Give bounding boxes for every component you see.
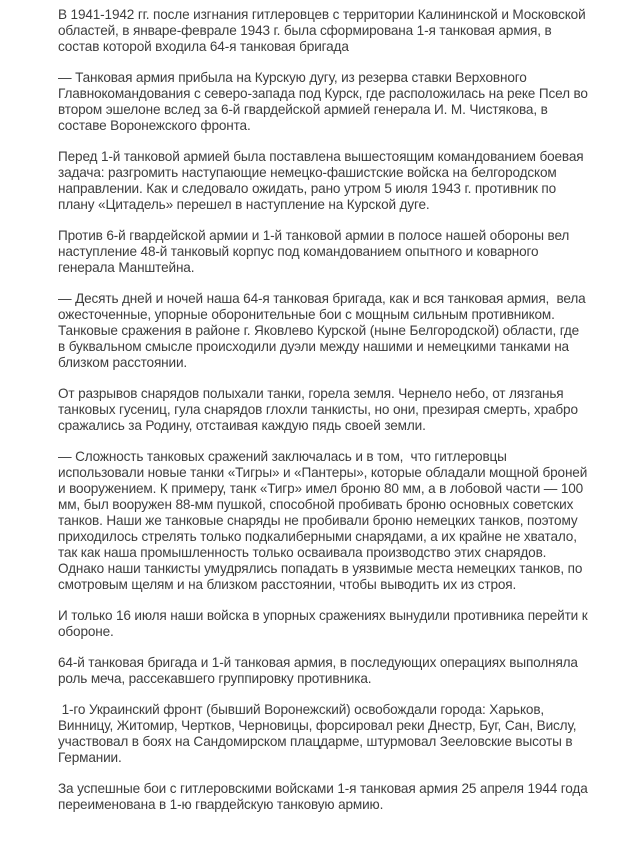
paragraph: И только 16 июля наши войска в упорных сражениях вынудили противника перейти к обороне. bbox=[58, 608, 592, 639]
paragraph: 1-го Украинский фронт (бывший Воронежский) освобождали города: Харьков, Винницу, Житомир, Чертков, Черновицы, форсировал реки Днестр, Буг, Сан, Вислу, участвовал в боях на Сандомирском плацдарме, штурмовал Зееловские высоты в Германии. bbox=[58, 702, 580, 765]
paragraph: — Сложность танковых сражений заключалась и в том, что гитлеровцы использовали новые танки «Тигры» и «Пантеры», которые обладали мощной броней и вооружением. К примеру, танк «Тигр» имел броню 80 мм, а в лобовой части — 100 мм, был вооружен 88-мм пушкой, способной пробивать броню основных советских танков. Наши же танковые снаряды не пробивали броню немецких танков, поэтому приходилось стрелять только подкалиберными снарядами, а их крайне не хватало, так как наша промышленность только осваивала производство этих снарядов. Однако наши танкисты умудрялись попадать в уязвимые места немецких танков, по смотровым щелям и на близком расстоянии, чтобы выводить их из строя. bbox=[58, 449, 591, 592]
paragraph: За успешные бои с гитлеровскими войсками 1-я танковая армия 25 апреля 1944 года переименована в 1-ю гвардейскую танковую армию. bbox=[58, 781, 592, 812]
paragraph: Против 6-й гвардейской армии и 1-й танковой армии в полосе нашей обороны вел наступление 48-й танковый корпус под командованием опытного и коварного генерала Манштейна. bbox=[58, 228, 573, 275]
paragraph: Перед 1-й танковой армией была поставлена вышестоящим командованием боевая задача: разгромить наступающие немецко-фашистские войска на белгородском направлении. Как и следовало ожидать, рано утром 5 июля 1943 г. противник по плану «Цитадель» перешел в наступление на Курской дуге. bbox=[58, 149, 588, 212]
paragraph: В 1941-1942 гг. после изгнания гитлеровцев с территории Калининской и Московской областей, в январе-феврале 1943 г. была сформирована 1-я танковая армия, в состав которой входила 64-я танковая бригада bbox=[58, 7, 590, 54]
paragraph: 64-й танковая бригада и 1-й танковая армия, в последующих операциях выполняла роль меча, рассекавшего группировку противника. bbox=[58, 655, 582, 686]
document-body-text bbox=[58, 7, 592, 813]
paragraph: — Десять дней и ночей наша 64-я танковая бригада, как и вся танковая армия, вела ожесточенные, упорные оборонительные бои с мощным сильным противником. Танковые сражения в районе г. Яковлево Курской (ныне Белгородской) области, где в буквальном смысле происходили дуэли между нашими и немецкими танками на близком расстоянии. bbox=[58, 291, 590, 370]
paragraph: От разрывов снарядов полыхали танки, горела земля. Чернело небо, от лязганья танковых гусениц, гула снарядов глохли танкисты, но они, презирая смерть, храбро сражались за Родину, отстаивая каждую пядь своей земли. bbox=[58, 386, 582, 433]
paragraph: — Танковая армия прибыла на Курскую дугу, из резерва ставки Верховного Главнокомандования с северо-запада под Курск, где расположилась на реке Псел во втором эшелоне вслед за 6-й гвардейской армией генерала И. М. Чистякова, в составе Воронежского фронта. bbox=[58, 70, 592, 133]
